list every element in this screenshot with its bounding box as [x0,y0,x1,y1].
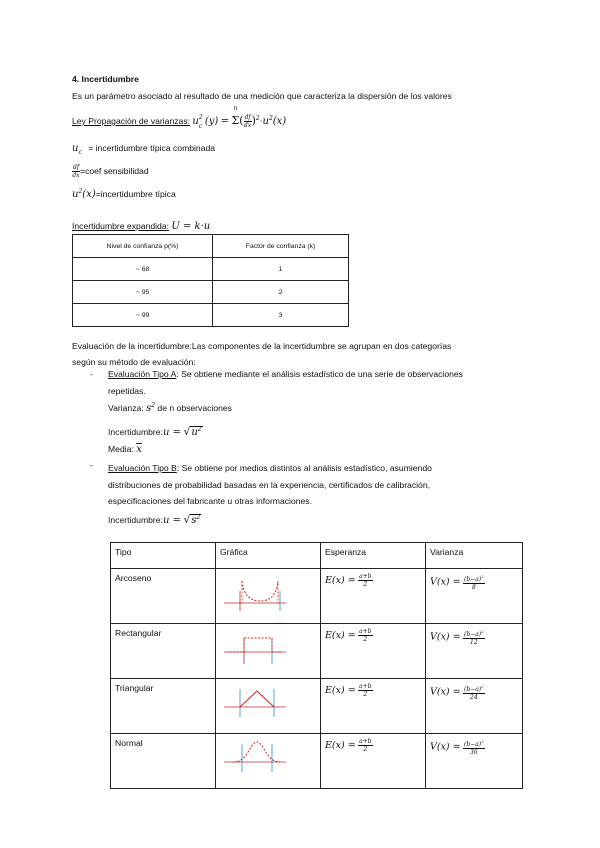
triangular-graph [220,683,290,727]
formula-df: df [244,114,251,122]
grafica-cell [216,569,321,624]
table-header: Factor de confianza (k) [213,235,349,258]
intro-text: Es un parámetro asociado al resultado de una medición que caracteriza la dispersión de los valores [72,91,452,101]
formula-sum: Σ [231,114,240,127]
table-header: Tipo [111,543,216,569]
esperanza-num: a+b [359,683,372,690]
esperanza-cell [321,679,426,734]
ux-sup: 2 [78,188,83,195]
esperanza-den: 2 [363,746,368,753]
expandida [72,221,210,232]
esperanza-num: a+b [359,573,372,580]
table-cell: 1 [213,258,349,281]
varianza-den: 12 [470,639,478,646]
def-coef [72,164,149,179]
varianza-text: de n observaciones [157,403,232,413]
formula-u: u [192,116,199,127]
varianza-sup: 2 [481,629,484,634]
table-row [111,734,523,789]
sqrt-a-sup: 2 [197,426,202,433]
triangular-curve [240,691,274,707]
esperanza-cell [321,624,426,679]
table-header-row [73,235,349,258]
table-header: Esperanza [321,543,426,569]
arcsine-curve [242,581,278,601]
table-row [73,258,349,281]
esperanza-den: 2 [363,636,368,643]
tipo-b-incert [108,513,201,526]
tipo-cell: Arcoseno [111,569,216,624]
tipo-a-label: Evaluación Tipo A [108,369,177,379]
formula-eq: = [220,116,230,127]
table-row [73,304,349,327]
varianza-cell [426,679,523,734]
coef-text: =coef sensibilidad [80,165,149,176]
varianza-num: (b−a) [464,631,482,638]
bullet-a: - [90,369,93,379]
table-header: Nivel de confianza p(%) [73,235,213,258]
ux-arg: (x) [82,189,96,200]
tipo-a-line1 [108,369,463,379]
varianza-lhs: V(x) = [430,631,461,643]
formula-sup-2c: 2 [268,115,273,122]
varianza-den: 24 [470,694,478,701]
formula-sub-c: c [198,123,203,130]
varianza-num: (b−a) [464,686,482,693]
table-row [111,679,523,734]
section-title: 4. Incertidumbre [72,74,139,84]
uc-sub: c [78,149,82,156]
media-symbol: $\overline{x}$ [136,444,142,455]
ley-label: Ley Propagación de varianzas: [72,116,191,126]
incert-b-label: Incertidumbre: [108,515,163,525]
table-cell: 3 [213,304,349,327]
tipo-a-text1: : Se obtiene mediante el análisis estadístico de una serie de observaciones [176,369,463,379]
expandida-formula: U = k·u [171,221,211,232]
varianza-num: (b−a) [464,576,482,583]
table-cell: ~ 68 [73,258,213,281]
esperanza-cell [321,569,426,624]
varianza-sup: 2 [481,739,484,744]
tipo-a-incert [108,425,203,438]
esperanza-num: a+b [359,738,372,745]
table-header-row [111,543,523,569]
sqrt-b: $√s^2$ [183,513,201,526]
table-row [73,281,349,304]
formula-sup-2b: 2 [255,115,260,122]
incert-b-formula: u = [162,515,181,526]
tipo-b-label: Evaluación Tipo B [108,463,177,473]
table-header: Gráfica [216,543,321,569]
varianza-cell [426,569,523,624]
varianza-den: 8 [471,584,476,591]
sqrt-a: $√u^2$ [183,425,202,438]
esperanza-cell [321,734,426,789]
media-label: Media: [108,444,134,454]
incert-a-label: Incertidumbre: [108,427,163,437]
tipo-cell: Triangular [111,679,216,734]
tipo-b-paragraph [108,460,528,510]
formula-open: ( [239,114,244,127]
arcoseno-graph [220,573,290,617]
varianza-lhs: V(x) = [430,686,461,698]
varianza-symbol: s [146,403,152,414]
varianza-sup: 2 [481,684,484,689]
evaluacion-line2: según su método de evaluación: [72,357,196,367]
coef-den: dx [72,172,80,179]
varianza-den: 36 [470,749,478,756]
rectangular-curve [230,638,282,652]
sqrt-b-rad: s [191,515,197,526]
grafica-cell [216,624,321,679]
ux-symbol: u [72,189,79,200]
esperanza-lhs: E(x) = [325,629,356,641]
tipo-b-text3: especificaciones del fabricante u otras informaciones. [108,496,312,506]
def-ux [72,189,176,200]
esperanza-lhs: E(x) = [325,739,356,751]
evaluacion-paragraph [72,338,528,370]
varianza-cell [426,734,523,789]
tipo-cell: Normal [111,734,216,789]
tipo-a-media [108,444,142,455]
table-cell: ~ 99 [73,304,213,327]
esperanza-lhs: E(x) = [325,684,356,696]
def-uc [72,143,215,154]
formula-sup-2: 2 [198,114,203,121]
evaluacion-line1: Evaluación de la incertidumbre:Las componentes de la incertidumbre se agrupan en dos categorías [72,341,452,351]
varianza-cell [426,624,523,679]
varianza-num: (b−a) [464,741,482,748]
rectangular-graph [220,628,290,672]
confidence-table [72,234,349,327]
varianza-label: Varianza: [108,403,144,413]
formula-x: (x) [272,116,287,127]
varianza-lhs: V(x) = [430,576,461,588]
table-header: Varianza [426,543,523,569]
varianza-sup: 2 [151,402,156,409]
table-row [111,569,523,624]
sqrt-b-sup: 2 [196,514,201,521]
formula-dot: · [259,117,263,127]
uc-text: = incertidumbre típica combinada [88,143,216,153]
tipo-b-text2: distribuciones de probabilidad basadas en la experiencia, certificados de calibración, [108,479,430,490]
esperanza-den: 2 [363,581,368,588]
expandida-label: Incertidumbre expandida: [72,221,169,231]
normal-curve [234,742,280,762]
incert-a-formula: u = [162,427,181,438]
formula-n: n [233,105,238,112]
esperanza-lhs: E(x) = [325,574,356,586]
ux-text: =incertidumbre típica [95,189,176,199]
normal-graph [220,738,290,782]
bullet-b: - [90,460,93,470]
tipo-cell: Rectangular [111,624,216,679]
tipo-a-varianza [108,403,232,414]
uc-symbol: u [72,143,79,154]
table-cell: 2 [213,281,349,304]
tipo-b-text1: : Se obtiene por medios distintos al análisis estadístico, asumiendo [176,463,432,473]
table-row [111,624,523,679]
esperanza-num: a+b [359,628,372,635]
esperanza-den: 2 [363,691,368,698]
grafica-cell [216,679,321,734]
ley-propagacion [72,105,287,130]
varianza-lhs: V(x) = [430,741,461,753]
distribution-table [110,542,523,789]
table-cell: ~ 95 [73,281,213,304]
formula-y: (y) [204,116,219,127]
coef-num: df [73,164,80,171]
sqrt-a-rad: u [191,427,198,438]
tipo-a-line2: repetidas. [108,386,146,396]
formula-close: ) [251,114,256,127]
grafica-cell [216,734,321,789]
formula-dx: dx [243,122,252,130]
varianza-sup: 2 [481,574,484,579]
formula-ux: u [262,116,269,127]
